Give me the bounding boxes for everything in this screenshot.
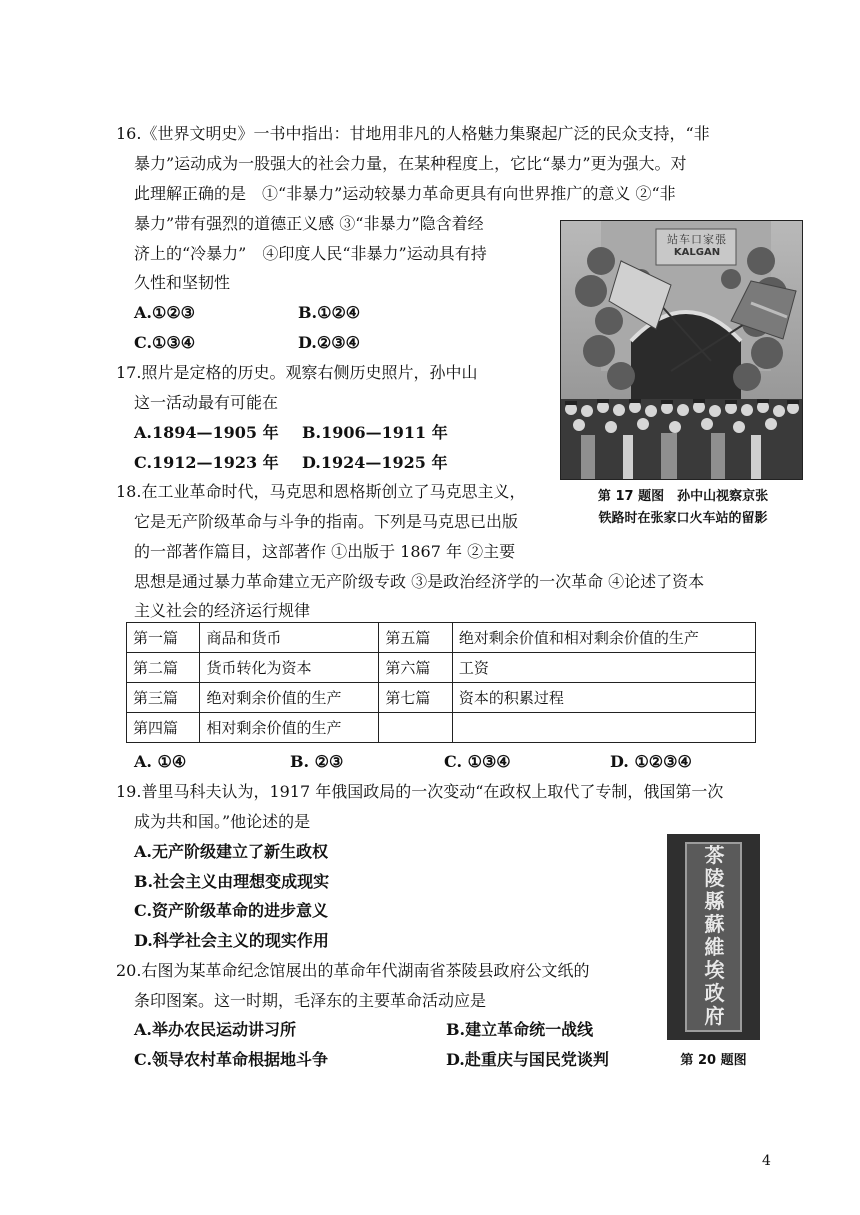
q18-option-b: B. ②③ <box>290 752 344 771</box>
table-row <box>127 713 756 743</box>
q19-option-a: A.无产阶级建立了新生政权 <box>134 842 328 861</box>
table-row <box>127 653 756 683</box>
table-cell <box>452 713 755 743</box>
table-cell: 绝对剩余价值的生产 <box>200 683 379 713</box>
q16-option-b: B.①②④ <box>298 303 361 322</box>
seal-character: 維 <box>704 935 723 959</box>
table-cell: 第三篇 <box>127 683 200 713</box>
q18-line-2: 它是无产阶级革命与斗争的指南。下列是马克思已出版 <box>134 512 519 531</box>
seal-character: 府 <box>704 1004 723 1028</box>
table-cell: 第七篇 <box>379 683 452 713</box>
q19-option-b: B.社会主义由理想变成现实 <box>134 872 330 891</box>
q18-line-5: 主义社会的经济运行规律 <box>134 601 311 620</box>
q17-photo <box>560 220 803 480</box>
q16-line-5: 济上的“冷暴力” ④印度人民“非暴力”运动具有持 <box>134 244 487 263</box>
seal-character: 陵 <box>704 866 723 890</box>
q18-line-4: 思想是通过暴力革命建立无产阶级专政 ③是政治经济学的一次革命 ④论述了资本 <box>134 572 705 591</box>
q19-option-d: D.科学社会主义的现实作用 <box>134 931 329 950</box>
table-cell: 第六篇 <box>379 653 452 683</box>
q20-seal-characters <box>687 844 740 1028</box>
q16-option-d: D.②③④ <box>298 333 360 352</box>
q16-line-6: 久性和坚韧性 <box>134 273 231 292</box>
table-cell: 第二篇 <box>127 653 200 683</box>
seal-character: 埃 <box>704 958 723 982</box>
q17-line-2: 这一活动最有可能在 <box>134 393 279 412</box>
table-cell: 相对剩余价值的生产 <box>200 713 379 743</box>
table-row <box>127 623 756 653</box>
q20-caption: 第 20 题图 <box>680 1053 747 1068</box>
table-cell: 资本的积累过程 <box>452 683 755 713</box>
q16-option-c: C.①③④ <box>134 333 196 352</box>
q16-line-3: 此理解正确的是 ①“非暴力”运动较暴力革命更具有向世界推广的意义 ②“非 <box>134 184 676 203</box>
table-cell: 第四篇 <box>127 713 200 743</box>
table-cell: 工资 <box>452 653 755 683</box>
q16-line-4: 暴力”带有强烈的道德正义感 ③“非暴力”隐含着经 <box>134 214 484 233</box>
q18-contents-table <box>126 622 756 743</box>
q17-caption-line-1: 第 17 题图 孙中山视察京张 <box>597 489 769 504</box>
q17-photo-sign-text: 站车口家張 <box>667 233 727 246</box>
table-cell: 第五篇 <box>379 623 452 653</box>
table-cell: 第一篇 <box>127 623 200 653</box>
table-cell: 商品和货币 <box>200 623 379 653</box>
q20-line-1: 20.右图为某革命纪念馆展出的革命年代湖南省茶陵县政府公文纸的 <box>116 961 590 980</box>
seal-character: 蘇 <box>704 912 723 936</box>
seal-character: 縣 <box>704 889 723 913</box>
q16-line-1: 16.《世界文明史》一书中指出：甘地用非凡的人格魅力集聚起广泛的民众支持，“非 <box>116 124 710 143</box>
q18-option-c: C. ①③④ <box>444 752 511 771</box>
q18-line-1: 18.在工业革命时代，马克思和恩格斯创立了马克思主义， <box>116 482 526 501</box>
q20-line-2: 条印图案。这一时期，毛泽东的主要革命活动应是 <box>134 991 487 1010</box>
q17-caption-line-2: 铁路时在张家口火车站的留影 <box>598 511 768 526</box>
q17-option-a: A.1894—1905 年 <box>134 423 279 442</box>
q20-option-b: B.建立革命统一战线 <box>446 1020 594 1039</box>
table-cell <box>379 713 452 743</box>
seal-character: 茶 <box>704 843 723 867</box>
page-number: 4 <box>762 1153 771 1169</box>
q18-option-d: D. ①②③④ <box>610 752 692 771</box>
table-row <box>127 683 756 713</box>
q18-line-3: 的一部著作篇目，这部著作 ①出版于 1867 年 ②主要 <box>134 542 516 561</box>
q17-line-1: 17.照片是定格的历史。观察右侧历史照片，孙中山 <box>116 363 478 382</box>
q16-option-a: A.①②③ <box>134 303 196 322</box>
q18-option-a: A. ①④ <box>134 752 187 771</box>
q20-option-c: C.领导农村革命根据地斗争 <box>134 1050 329 1069</box>
q19-option-c: C.资产阶级革命的进步意义 <box>134 901 329 920</box>
q17-option-d: D.1924—1925 年 <box>302 453 448 472</box>
q17-option-b: B.1906—1911 年 <box>302 423 448 442</box>
q17-photo-sign-latin: KALGAN <box>673 247 721 258</box>
q17-photo-image <box>561 221 802 479</box>
q20-seal-text <box>685 842 742 1032</box>
table-cell: 绝对剩余价值和相对剩余价值的生产 <box>452 623 755 653</box>
q16-line-2: 暴力”运动成为一股强大的社会力量，在某种程度上，它比“暴力”更为强大。对 <box>134 154 687 173</box>
q19-line-1: 19.普里马科夫认为，1917 年俄国政局的一次变动“在政权上取代了专制，俄国第一次 <box>116 782 724 801</box>
q17-option-c: C.1912—1923 年 <box>134 453 279 472</box>
q20-option-d: D.赴重庆与国民党谈判 <box>446 1050 609 1069</box>
q20-seal-image <box>667 834 760 1040</box>
q19-line-2: 成为共和国。”他论述的是 <box>134 812 311 831</box>
q20-option-a: A.举办农民运动讲习所 <box>134 1020 296 1039</box>
table-cell: 货币转化为资本 <box>200 653 379 683</box>
seal-character: 政 <box>704 981 723 1005</box>
